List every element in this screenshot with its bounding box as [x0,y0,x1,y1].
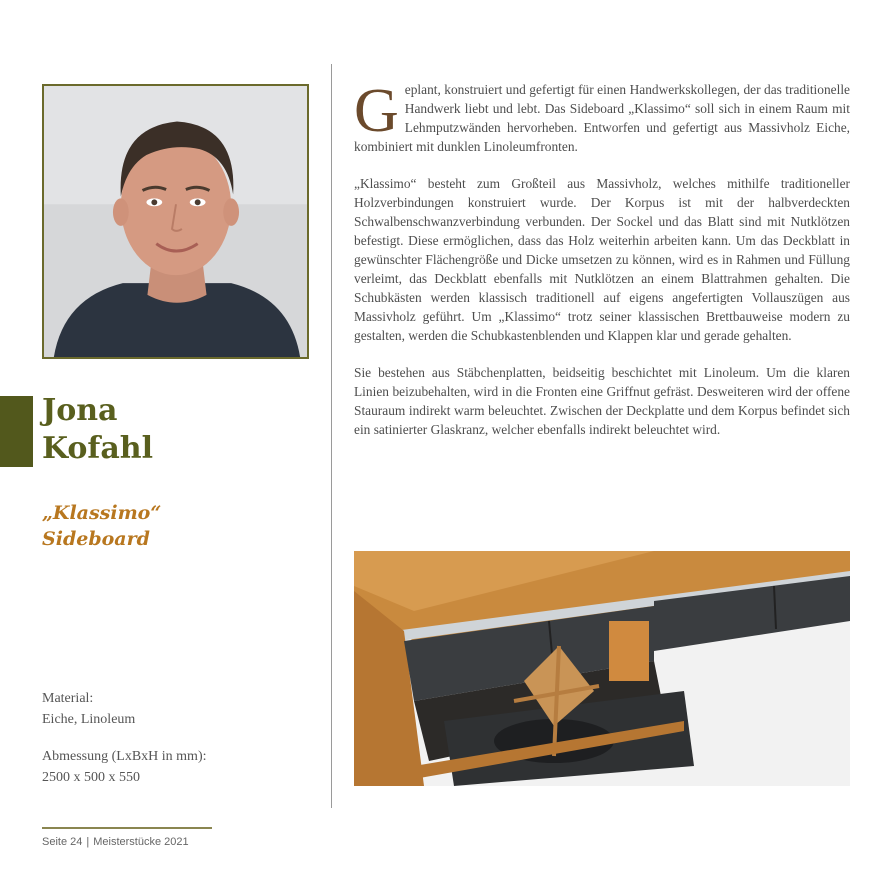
page-footer [42,836,189,848]
dimension-label: Abmessung (LxBxH in mm): [42,749,207,764]
article-paragraph-1-text: eplant, konstruiert und gefertigt für einen Handwerkskollegen, der das traditionelle Handwerk liebt und lebt. Das Sideboard „Klassimo“ soll sich in einem Raum mit Lehmputzwänden hervorheben. Entworfen und gefertigt aus Massivholz Eiche, kombiniert mit dunklen Linoleumfronten. [354,82,850,154]
dimension-group [42,746,207,788]
product-title-line1: „Klassimo“ [42,502,162,524]
dimension-value: 2500 x 500 x 550 [42,770,140,785]
footer-rule [42,827,212,829]
sideboard-image [354,551,850,786]
author-last-name: Kofahl [42,431,153,466]
publication-title: Meisterstücke 2021 [93,836,189,848]
drop-cap: G [354,77,399,145]
sideboard-photo [354,551,850,786]
author-first-name: Jona [42,393,118,428]
person-portrait-image [44,86,307,357]
specs-block [42,688,207,804]
material-group [42,688,207,730]
article-paragraph-3: Sie bestehen aus Stäbchenplatten, beidseitig beschichtet mit Linoleum. Um die klaren Linien beizubehalten, wird in die Fronten eine Griffnut gefräst. Desweiteren wird der offene Stauraum indirekt warm beleuchtet. Zwischen der Deckplatte und dem Korpus befindet sich ein satinierter Glaskranz, welcher ebenfalls indirekt beleuchtet wird. [354,365,850,437]
article-body [354,77,850,457]
article-paragraph-2: „Klassimo“ besteht zum Großteil aus Massivholz, welches mithilfe traditioneller Holzverbindungen konstruiert wurde. Der Korpus ist mit der halbverdeckten Schwalbenschwanzverbindung verbunden. Der Sockel und das Blatt sind mit Nutklötzen befestigt. Diese ermöglichen, dass das Holz weiterhin arbeiten kann. Um das Deckblatt in gewünschter Flächengröße und Dicke umsetzen zu können, wird es in Rahmen und Füllung verleimt, das Deckblatt ebenfalls mit Nutklötzen an einem Blattrahmen gehalten. Die Schubkästen werden klassisch traditionell auf eigens angefertigten Vollauszügen aus Massivholz geführt. Um „Klassimo“ trotz seiner klassischen Brettbauweise modern zu gestalten, werden die Schubkastenblenden und Klappen klar und gerade gehalten. [354,176,850,343]
footer-separator: | [86,836,90,848]
accent-bar [0,396,33,467]
column-divider [331,64,332,808]
author-name [42,392,153,468]
product-title [42,500,161,552]
material-value: Eiche, Linoleum [42,712,136,727]
article-paragraph-1 [354,77,850,156]
page-number: Seite 24 [42,836,83,848]
product-title-line2: Sideboard [42,528,150,550]
material-label: Material: [42,691,94,706]
portrait-photo [42,84,309,359]
